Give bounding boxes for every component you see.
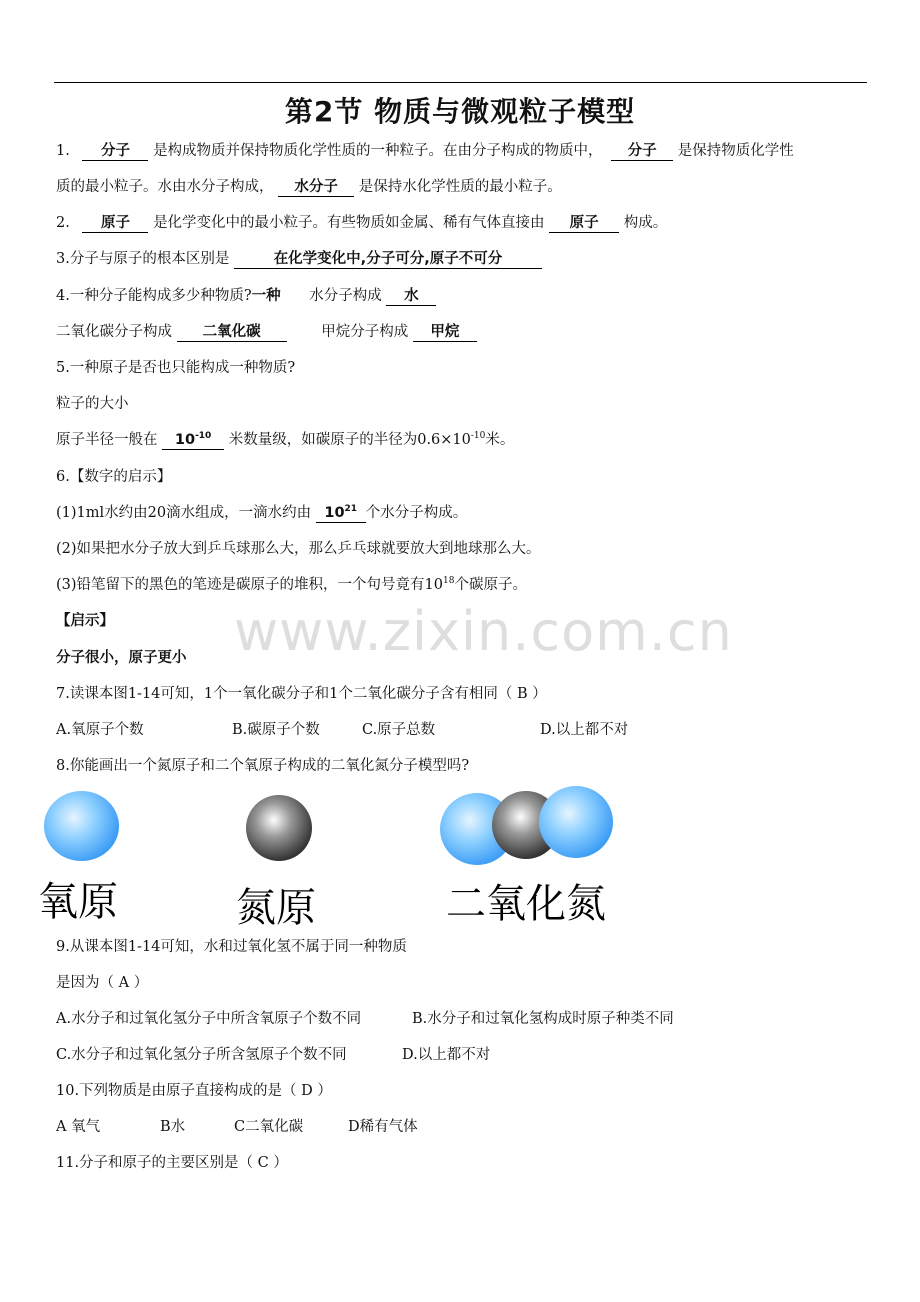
no2-oxygen-right-ball	[539, 786, 613, 858]
q4-line-1	[56, 286, 436, 306]
q1-blank-3: 水分子	[278, 178, 354, 197]
q6-exponent-3: 18	[443, 576, 455, 586]
q9-options-2	[56, 1045, 490, 1065]
q6-heading: 6.【数字的启示】	[56, 469, 172, 485]
q9-option-a: A.水分子和过氧化氢分子中所含氧原子个数不同	[56, 1011, 362, 1027]
q2-line	[56, 213, 667, 233]
q10-option-d: D稀有气体	[348, 1119, 418, 1135]
size-text-3: 米。	[485, 432, 515, 448]
q6-text-1b: 个水分子构成。	[365, 505, 468, 521]
q4-text-1: 4.一种分子能构成多少种物质?	[56, 288, 252, 304]
oxygen-atom-ball	[44, 791, 119, 861]
q3-text: 3.分子与原子的根本区别是	[56, 251, 230, 267]
q4-answer: 一种	[251, 288, 281, 304]
q9-question-2: 是因为（ A ）	[56, 975, 149, 991]
q4-blank-3: 甲烷	[413, 323, 477, 342]
q4-blank-2: 二氧化碳	[177, 323, 287, 342]
q1-line-2	[56, 177, 562, 197]
q9-question: 9.从课本图1-14可知，水和过氧化氢不属于同一种物质	[56, 939, 407, 955]
q3-blank: 在化学变化中,分子可分,原子不可分	[234, 250, 542, 269]
q2-text-1: 是化学变化中的最小粒子。有些物质如金属、稀有气体直接由	[153, 215, 545, 231]
size-blank-exponent: -10	[195, 431, 212, 441]
q6-text-3a: (3)铅笔留下的黑色的笔迹是碳原子的堆积，一个句号竟有10	[56, 577, 443, 593]
q6-blank-base: 10	[324, 505, 345, 521]
q1-text-1: 是构成物质并保持物质化学性质的一种粒子。在由分子构成的物质中，	[153, 143, 603, 159]
q4-blank-1: 水	[386, 287, 436, 306]
q7-question: 7.读课本图1-14可知，1个一氧化碳分子和1个二氧化碳分子含有相同（ B ）	[56, 686, 547, 702]
q4-text-3: 二氧化碳分子构成	[56, 324, 172, 340]
q11-question: 11.分子和原子的主要区别是（ C ）	[56, 1155, 288, 1171]
q1-number: 1.	[56, 143, 70, 159]
q10-option-a: A 氧气	[56, 1119, 101, 1135]
q4-line-2	[56, 322, 477, 342]
no2-molecule-label: 二氧化氮	[446, 881, 606, 927]
q3-line	[56, 249, 542, 269]
size-line	[56, 430, 514, 450]
q7-option-d: D.以上都不对	[540, 722, 629, 738]
q9-options-1	[56, 1009, 674, 1029]
q2-text-2: 构成。	[623, 215, 668, 231]
q1-line-1	[56, 141, 794, 161]
q7-option-b: B.碳原子个数	[232, 722, 320, 738]
q6-blank	[316, 504, 366, 523]
q8-question: 8.你能画出一个氮原子和二个氧原子构成的二氧化氮分子模型吗?	[56, 758, 470, 774]
q6-line-2: (2)如果把水分子放大到乒乓球那么大，那么乒乓球就要放大到地球那么大。	[56, 541, 541, 557]
q4-text-2: 水分子构成	[309, 288, 382, 304]
nitrogen-atom-ball	[246, 795, 312, 861]
q10-option-b: B水	[160, 1119, 186, 1135]
q10-option-c: C二氧化碳	[234, 1119, 304, 1135]
q6-conclusion: 分子很小，原子更小	[56, 650, 187, 666]
q5-line: 5.一种原子是否也只能构成一种物质?	[56, 360, 296, 376]
q6-line-3	[56, 575, 527, 595]
size-text-1: 原子半径一般在	[56, 432, 158, 448]
watermark: www.zixin.com.cn	[234, 600, 733, 663]
q7-options	[56, 720, 628, 740]
q9-option-b: B.水分子和过氧化氢构成时原子种类不同	[412, 1011, 674, 1027]
q6-text-1a: (1)1ml水约由20滴水组成，一滴水约由	[56, 505, 312, 521]
q6-line-1	[56, 503, 467, 523]
q1-text-3: 质的最小粒子。水由水分子构成，	[56, 179, 274, 195]
q1-text-2: 是保持物质化学性	[677, 143, 794, 159]
q2-number: 2.	[56, 215, 70, 231]
size-blank	[162, 431, 224, 450]
size-heading: 粒子的大小	[56, 396, 129, 412]
q1-blank-2: 分子	[611, 142, 673, 161]
size-text-2: 米数量级，如碳原子的半径为0.6×10	[228, 432, 471, 448]
q1-text-4: 是保持水化学性质的最小粒子。	[358, 179, 562, 195]
nitrogen-atom-label: 氮原	[236, 885, 316, 931]
q4-text-4: 甲烷分子构成	[321, 324, 409, 340]
q7-option-c: C.原子总数	[362, 722, 436, 738]
q1-blank-1: 分子	[82, 142, 148, 161]
size-exponent-2: -10	[470, 431, 486, 441]
q7-option-a: A.氧原子个数	[56, 722, 144, 738]
q6-blank-exponent: 21	[344, 504, 358, 514]
q2-blank-2: 原子	[549, 214, 619, 233]
q6-text-3b: 个碳原子。	[454, 577, 527, 593]
q2-blank-1: 原子	[82, 214, 148, 233]
q9-option-d: D.以上都不对	[402, 1047, 491, 1063]
q10-question: 10.下列物质是由原子直接构成的是（ D ）	[56, 1083, 332, 1099]
q6-hint-heading: 【启示】	[56, 613, 114, 629]
oxygen-atom-label: 氧原	[38, 879, 118, 925]
size-blank-base: 10	[174, 432, 196, 448]
top-rule	[54, 82, 867, 83]
page-title: 第2节 物质与微观粒子模型	[284, 95, 636, 128]
q9-option-c: C.水分子和过氧化氢分子所含氢原子个数不同	[56, 1047, 347, 1063]
q10-options	[56, 1117, 418, 1137]
